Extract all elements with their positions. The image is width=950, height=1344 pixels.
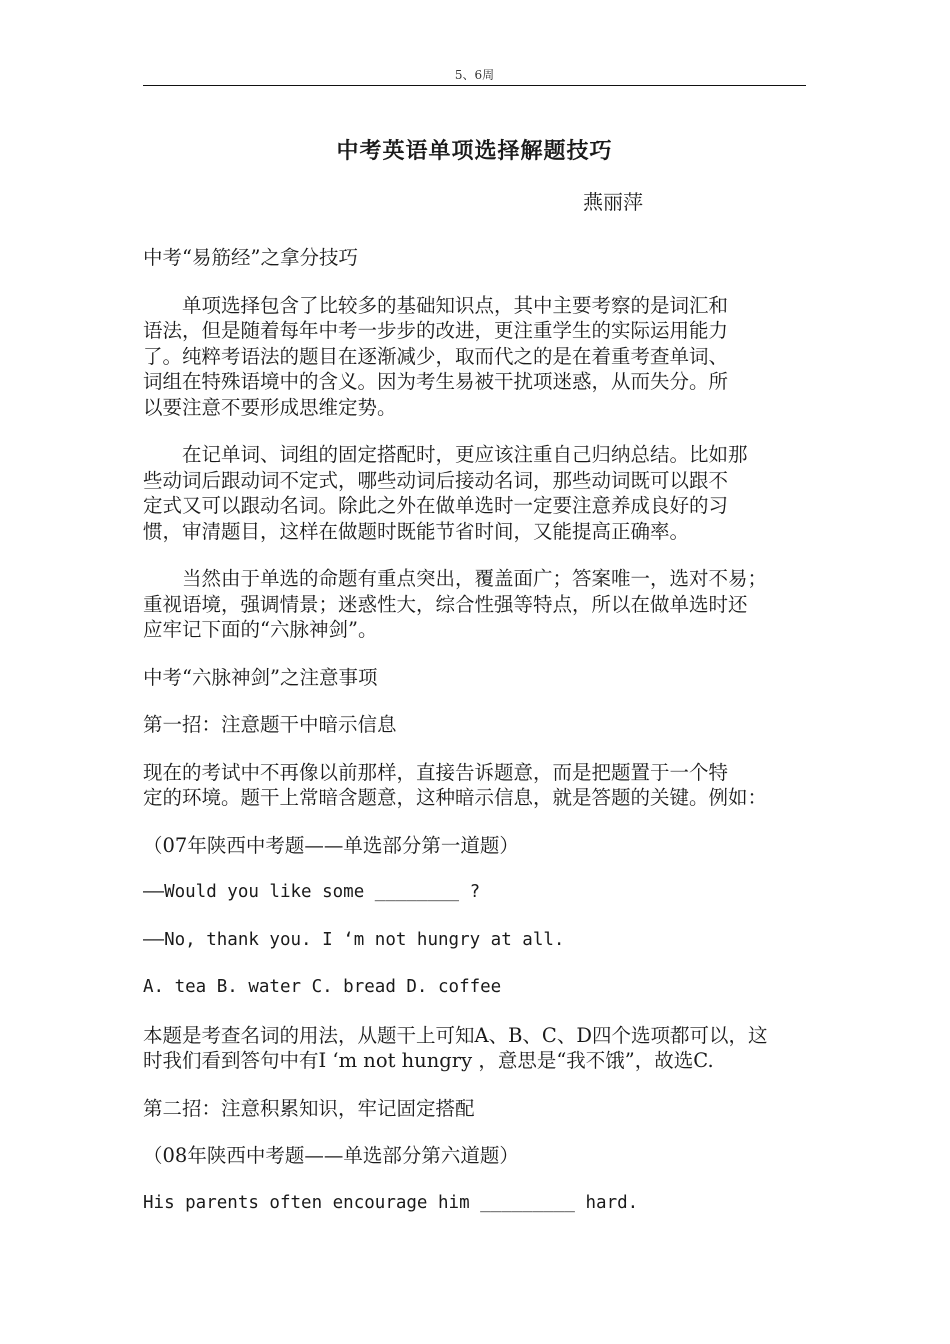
example-1-source: （07年陕西中考题——单选部分第一道题） bbox=[143, 833, 519, 857]
paragraph-line: 惯，审清题目，这样在做题时既能节省时间，又能提高正确率。 bbox=[143, 519, 690, 543]
document-body bbox=[143, 245, 809, 1216]
example-1-answer: ——No, thank you. I ‘m not hungry at all. bbox=[143, 929, 565, 950]
header-rule bbox=[143, 85, 806, 86]
paragraph-2 bbox=[143, 442, 809, 544]
paragraph-line: 重视语境，强调情景；迷惑性大，综合性强等特点，所以在做单选时还 bbox=[143, 592, 748, 616]
paragraph-line: 当然由于单选的命题有重点突出，覆盖面广；答案唯一，选对不易； bbox=[182, 567, 768, 590]
example-1-options: A. tea B. water C. bread D. coffee bbox=[143, 977, 502, 997]
section-heading-1: 中考“易筋经”之拿分技巧 bbox=[143, 246, 358, 269]
paragraph-line: 单项选择包含了比较多的基础知识点，其中主要考察的是词汇和 bbox=[182, 293, 729, 317]
paragraph-line: 语法，但是随着每年中考一步步的改进，更注重学生的实际运用能力 bbox=[143, 319, 729, 342]
section-heading-2: 中考“六脉神剑”之注意事项 bbox=[143, 665, 378, 689]
tip-1-heading: 第一招：注意题干中暗示信息 bbox=[143, 713, 397, 736]
paragraph-1 bbox=[143, 293, 809, 421]
paragraph-line: 定式又可以跟动名词。除此之外在做单选时一定要注意养成良好的习 bbox=[143, 494, 729, 517]
paragraph-line: 时我们看到答句中有I ‘m not hungry ，意思是“我不饿”，故选C. bbox=[143, 1049, 714, 1072]
paragraph-line: 现在的考试中不再像以前那样，直接告诉题意，而是把题置于一个特 bbox=[143, 760, 729, 784]
document-author: 燕丽萍 bbox=[583, 190, 643, 214]
tip-2-heading: 第二招：注意积累知识，牢记固定搭配 bbox=[143, 1096, 475, 1120]
example-1-question: ——Would you like some ________ ? bbox=[143, 882, 481, 902]
paragraph-line: 定的环境。题干上常暗含题意，这种暗示信息，就是答题的关键。例如： bbox=[143, 786, 768, 809]
page-header: 5、6周 bbox=[454, 68, 495, 82]
paragraph-line: 些动词后跟动词不定式，哪些动词后接动名词，那些动词既可以跟不 bbox=[143, 468, 729, 492]
example-2-question: His parents often encourage him _________ hard. bbox=[143, 1192, 639, 1213]
paragraph-line: 本题是考查名词的用法，从题干上可知A、B、C、D四个选项都可以，这 bbox=[143, 1023, 768, 1047]
paragraph-line: 在记单词、词组的固定搭配时，更应该注重自己归纳总结。比如那 bbox=[182, 443, 748, 466]
example-2-source: （08年陕西中考题——单选部分第六道题） bbox=[143, 1144, 519, 1167]
tip-1-text bbox=[143, 760, 809, 811]
document-title: 中考英语单项选择解题技巧 bbox=[336, 138, 613, 164]
paragraph-line: 了。纯粹考语法的题目在逐渐减少，取而代之的是在着重考查单词、 bbox=[143, 344, 729, 368]
paragraph-line: 应牢记下面的“六脉神剑”。 bbox=[143, 618, 378, 641]
example-1-analysis bbox=[143, 1023, 809, 1074]
paragraph-line: 以要注意不要形成思维定势。 bbox=[143, 395, 397, 419]
paragraph-line: 词组在特殊语境中的含义。因为考生易被干扰项迷惑，从而失分。所 bbox=[143, 370, 729, 393]
paragraph-3 bbox=[143, 566, 809, 643]
